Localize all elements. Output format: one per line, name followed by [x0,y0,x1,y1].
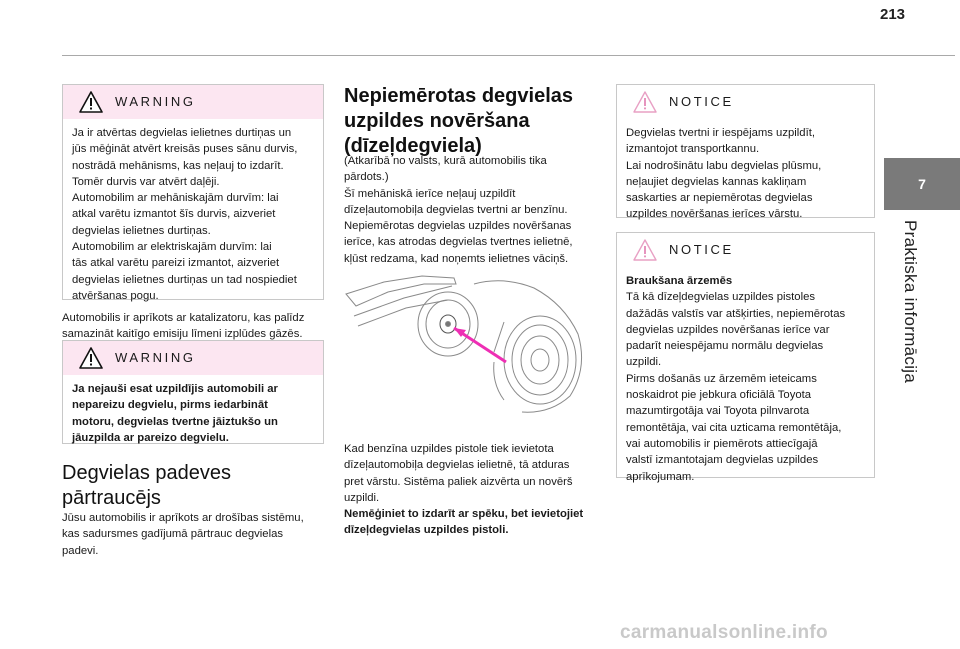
heading-line: uzpildes novēršana [344,110,530,132]
fuel-cutoff-paragraph [62,510,337,559]
page-number: 213 [880,6,906,23]
warning-header [63,341,323,375]
text-line: valstī izmantotajam degvielas uzpildes [626,454,819,467]
notice-box-driving-abroad [616,232,875,483]
text-line: Jūsu automobilis ir aprīkots ar drošības sistēmu, [62,512,304,524]
text-line: Automobilim ar elektriskajām durvīm: lai [72,241,272,254]
notice-triangle-icon [633,239,657,261]
chapter-title: Praktiska informācija [901,220,920,384]
hinge-line [494,322,504,352]
warning-label: WARNING [115,94,196,109]
notice-triangle-icon [633,91,657,113]
text-line: degvielas ielietnes durtiņas un tad nospiediet [72,273,297,286]
text-line: Tomēr durvis var atvērt daļēji. [72,175,220,188]
text-line: uzpildi. [344,491,380,504]
text-line: Automobilis ir aprīkots ar katalizatoru, kas palīdz [62,312,305,324]
text-line: degvielas uzpildes novēršanas ierīce var [626,323,830,336]
warning-label: WARNING [115,350,196,365]
text-line: dažādās valstīs var atšķirties, nepiemērotas [626,307,846,320]
text-line-bold: dīzeļdegvielas uzpildes pistoli. [344,524,509,537]
heading-line: Nepiemērotas degvielas [344,85,573,107]
text-line: saskarties ar nepiemērotas degvielas [626,192,813,205]
cap-ring [521,336,559,384]
heading-line: Degvielas padeves [62,462,231,484]
text-line: pret vārstu. Sistēma paliek aizvērta un novērš [344,475,573,488]
notice-label: NOTICE [669,94,734,109]
text-line: ierīce, kas atrodas degvielas tvertnes ielietnē, [344,236,573,249]
chapter-number: 7 [918,176,926,192]
text-line: jūs mēģināt atvērt kreisās puses sānu durvis, [72,143,298,156]
cap-outer-ring [504,316,576,404]
text-line: Ja nejauši esat uzpildījis automobili ar [72,383,278,395]
warning-triangle-icon [79,347,103,369]
notice-header [617,85,874,119]
warning-body [63,119,323,311]
text-line: tās atkal varētu pareizi izmantot, aizveriet [72,257,280,270]
warning-box-wrong-fuel [62,340,324,444]
catalyst-paragraph [62,310,332,343]
text-line: noskaidrot pie jebkura oficiālā Toyota [626,389,812,402]
warning-box-doors [62,84,324,300]
text-line: mazumtirgotāja vai Toyota pilnvarota [626,405,810,418]
text-line: pārdots.) [344,171,389,184]
notice-header [617,233,874,267]
text-line: Lai nodrošinātu labu degvielas plūsmu, [626,159,822,172]
text-line: kas sadursmes gadījumā pārtrauc degvielas [62,528,284,541]
pipe-line [358,300,448,326]
warning-triangle-icon [79,91,103,113]
section-heading-fuel-cutoff [62,461,332,511]
section-heading-misfuel [344,84,614,159]
text-line-bold: Nemēģiniet to izdarīt ar spēku, bet ievietojiet [344,508,584,521]
text-line: izmantojot transportkannu. [626,143,760,156]
text-line: neļaujiet degvielas kannas kakliņam [626,175,807,188]
text-line: degvielas ielietnes durtiņas. [72,224,211,237]
text-line: padarīt neiespējamu normālu degvielas [626,340,824,353]
warning-body [63,375,323,453]
text-line: remontētāja, vai cita uzticama remontētāja, [626,421,842,434]
text-line: Ja ir atvērtas degvielas ielietnes durtiņas un [72,127,292,139]
text-line: (Atkarībā no valsts, kurā automobilis tika [344,155,547,167]
notice-label: NOTICE [669,242,734,257]
text-line: dīzeļautomobiļa degvielas tvertni ar benzīnu. [344,203,568,216]
notice-body [617,119,874,230]
text-line: Automobilim ar mehāniskajām durvīm: lai [72,192,279,205]
text-line: samazināt kaitīgo emisiju līmeni izplūdes gāzēs. [62,328,303,341]
misfuel-detail-paragraph [344,441,614,539]
notice-title: Braukšana ārzemēs [626,275,733,287]
text-line: Nepiemērotas degvielas uzpildes novēršanas [344,220,572,233]
text-line: nepareizu degvielu, pirms iedarbināt [72,399,268,412]
text-line: jāuzpilda ar pareizo degvielu. [72,431,229,444]
text-line: motoru, degvielas tvertne jāiztukšo un [72,415,278,428]
text-line: uzpildes novēršanas ierīces vārstu. [626,208,803,221]
text-line: Pirms došanās uz ārzemēm ieteicams [626,372,817,385]
header-divider [62,55,955,56]
heading-line: pārtraucējs [62,487,161,509]
pipe-line [354,286,452,316]
valve-center [446,322,451,327]
text-line: Kad benzīna uzpildes pistole tiek ievietota [344,443,554,455]
notice-box-jerrycan [616,84,875,221]
heading-line: (dīzeļdegviela) [344,135,482,157]
notice-body [617,267,874,492]
text-line: vai automobilis ir piemērots attiecīgajā [626,437,818,450]
text-line: Šī mehāniskā ierīce neļauj uzpildīt [344,187,516,200]
warning-header [63,85,323,119]
cap-center-ring [531,349,549,371]
fuel-filler-illustration [344,272,604,414]
text-line: Tā kā dīzeļdegvielas uzpildes pistoles [626,291,816,304]
text-line: padevi. [62,544,99,557]
watermark[interactable]: carmanualsonline.info [620,622,828,643]
text-line: aprīkojumam. [626,470,695,483]
text-line: kļūst redzama, kad noņemts ielietnes vāciņš. [344,252,569,265]
hinge-line [494,362,504,400]
text-line: dīzeļautomobiļa degvielas ielietnē, tā atduras [344,459,570,472]
misfuel-intro-paragraph [344,153,612,267]
text-line: Degvielas tvertni ir iespējams uzpildīt, [626,127,815,139]
text-line: uzpildi. [626,356,662,369]
text-line: atkal varētu izmantot šīs durvis, aizveriet [72,208,276,221]
text-line: atvēršanas pogu. [72,289,159,302]
text-line: nostrādā mehānisms, kas neļauj to izdarīt. [72,159,284,172]
